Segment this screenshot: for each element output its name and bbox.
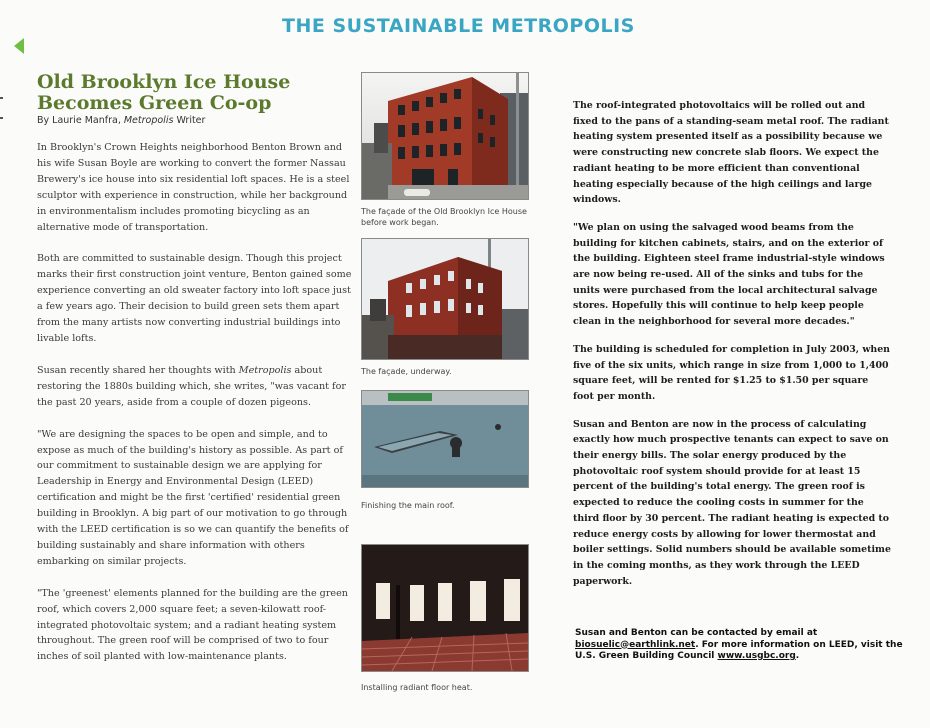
- photo-block: [361, 390, 529, 511]
- contact-note: [575, 628, 905, 663]
- radiant-floor-photo: [361, 544, 529, 672]
- photo-block: [361, 238, 529, 377]
- edge-mark: [0, 97, 3, 99]
- paragraph: [37, 363, 355, 411]
- arrow-icon: [14, 38, 24, 54]
- facade-underway-photo: [361, 238, 529, 360]
- paragraph: Susan and Benton are now in the process of calculating exactly how much prospective tenants can expect to save on their energy bills. The solar energy produced by the photovoltaic roof system should provide for at least 15 percent of the building's total energy. The green roof is expected to reduce the cooling costs in summer for the third floor by 30 percent. The radiant heating is expected to reduce energy costs by allowing for lower thermostat and boiler settings. Solid numbers should be available sometime in the coming months, as they work through the LEED paperwork.: [573, 418, 891, 587]
- photo-block: [361, 544, 529, 693]
- paragraph-part: about restoring the 1880s building which, she writes, "was vacant for the past 20 years, aside from a couple of dozen pigeons.: [37, 364, 346, 408]
- website-link[interactable]: www.usgbc.org: [717, 651, 796, 661]
- photo-block: [361, 72, 529, 228]
- paragraph: "The 'greenest' elements planned for the building are the green roof, which covers 2,000 square feet; a seven-kilowatt roof-integrated photovoltaic system; and a radiant heating system throughout. The green roof will be comprised of two to four inches of soil planted with low-maintenance plants.: [37, 587, 348, 663]
- paragraph: The roof-integrated photovoltaics will be rolled out and fixed to the pans of a standing-seam metal roof. The radiant heating system presented itself as a possibility because we were constructing new concrete slab floors. We expect the radiant heating to be more efficient than conventional heating especially because of the high ceilings and large windows.: [573, 100, 889, 206]
- facade-before-photo: [361, 72, 529, 200]
- headline-line-1: Old Brooklyn Ice House: [37, 71, 291, 93]
- headline-line-2: Becomes Green Co-op: [37, 92, 272, 114]
- contact-text: Susan and Benton can be contacted by email at: [575, 628, 818, 638]
- contact-text: . For more information on LEED, visit the U.S. Green Building Council: [575, 639, 903, 661]
- masthead: THE SUSTAINABLE METROPOLIS: [282, 15, 635, 37]
- photo-caption: The façade, underway.: [361, 367, 452, 376]
- edge-mark: [0, 117, 3, 119]
- email-link[interactable]: biosuelic@earthlink.net: [575, 639, 696, 650]
- byline-suffix: Writer: [173, 115, 206, 126]
- main-roof-photo: [361, 390, 529, 488]
- byline-prefix: By Laurie Manfra,: [37, 115, 124, 126]
- headline: [37, 72, 337, 114]
- photo-caption: Finishing the main roof.: [361, 501, 455, 510]
- left-column: [37, 140, 355, 681]
- paragraph: Both are committed to sustainable design. Though this project marks their first construction joint venture, Benton gained some experience converting an old sweater factory into loft space just a few years ago. Their decision to build green sets them apart from the many artists now converting industrial buildings into livable lofts.: [37, 253, 352, 344]
- byline-publication: Metropolis: [123, 115, 174, 126]
- photo-caption: Installing radiant floor heat.: [361, 683, 473, 692]
- paragraph: "We are designing the spaces to be open and simple, and to expose as much of the building's history as possible. As part of our commitment to sustainable design we are applying for Leadership in Energy and Environmental Design (LEED) certification and might be the first 'certified' residential green building in Brooklyn. A big part of our motivation to go through with the LEED certification is so we can quantify the benefits of building sustainably and share information with others embarking on similar projects.: [37, 428, 349, 567]
- photo-caption: The façade of the Old Brooklyn Ice House before work began.: [361, 207, 527, 227]
- paragraph-publication: Metropolis: [238, 364, 292, 376]
- paragraph: In Brooklyn's Crown Heights neighborhood Benton Brown and his wife Susan Boyle are working to convert the former Nassau Brewery's ice house into six residential loft spaces. He is a steel sculptor with experience in construction, while her background in environmentalism includes promoting bicycling as an alternative mode of transportation.: [37, 142, 350, 233]
- paragraph: "We plan on using the salvaged wood beams from the building for kitchen cabinets, stairs, and on the exterior of the building. Eighteen steel frame industrial-style windows are now being re-used. All of the sinks and tubs for the units were purchased from the local architectural salvage stores. Hopefully this will continue to help keep people clean in the neighborhood for several more decades.": [573, 221, 885, 328]
- contact-text: .: [795, 651, 800, 661]
- byline: [37, 115, 337, 126]
- right-column: [573, 98, 891, 601]
- paragraph: The building is scheduled for completion in July 2003, when five of the six units, which range in size from 1,000 to 1,400 square feet, will be rented for $1.25 to $1.50 per square foot per month.: [573, 343, 890, 402]
- paragraph-part: Susan recently shared her thoughts with: [37, 364, 239, 376]
